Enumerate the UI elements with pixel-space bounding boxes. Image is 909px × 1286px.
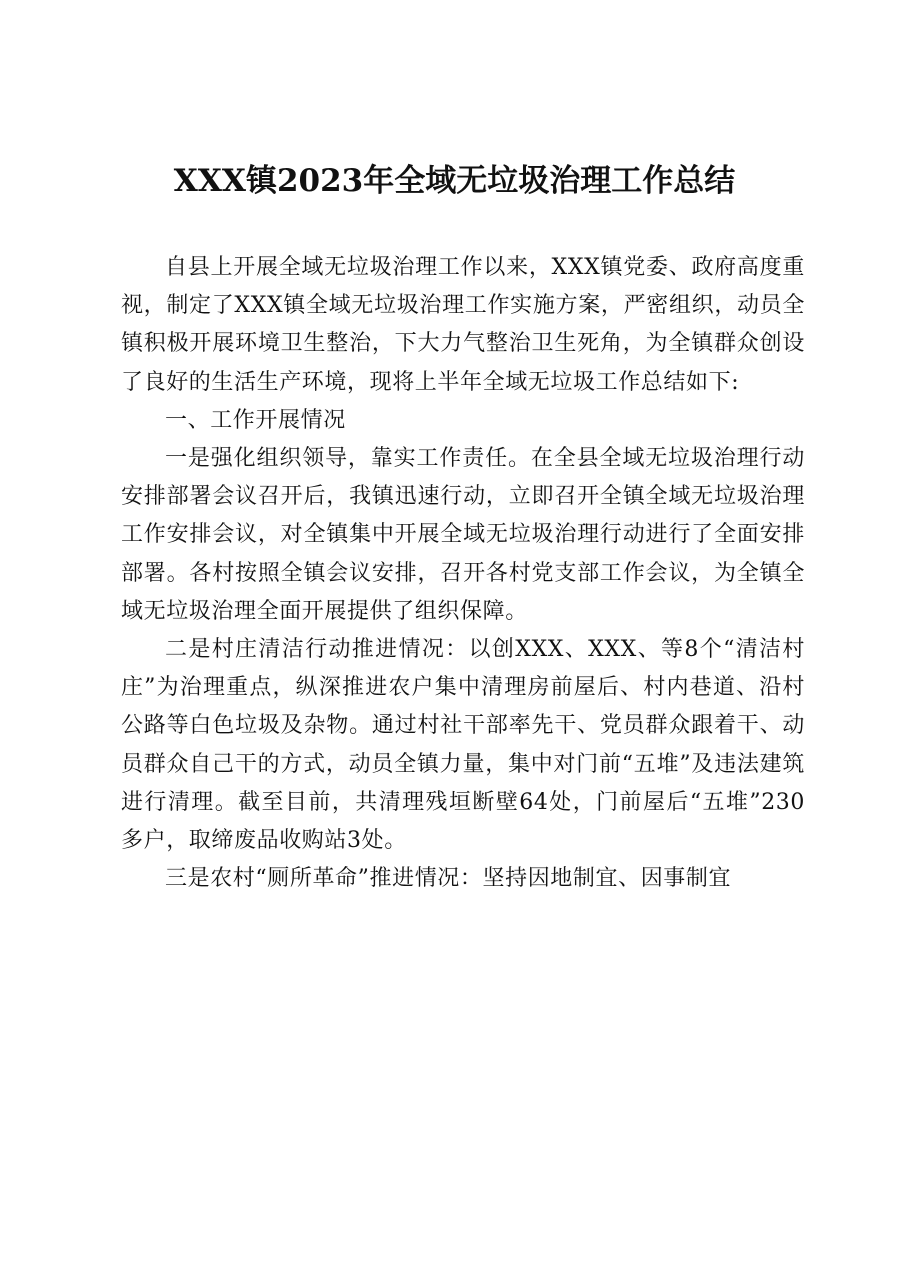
paragraph-village-cleaning: 二是村庄清洁行动推进情况：以创XXX、XXX、等8个“清洁村庄”为治理重点，纵深推进农户集中清理房前屋后、村内巷道、沿村公路等白色垃圾及杂物。通过村社干部率先干、党员群众跟着干、动员群众自己干的方式，动员全镇力量，集中对门前“五堆”及违法建筑进行清理。截至目前，共清理残垣断壁64处，门前屋后“五堆”230多户，取缔废品收购站3处。: [121, 637, 805, 854]
document-title: XXX镇2023年全域无垃圾治理工作总结: [173, 163, 736, 199]
document-body: [121, 249, 805, 898]
paragraph-organization: 一是强化组织领导，靠实工作责任。在全县全域无垃圾治理行动安排部署会议召开后，我镇迅速行动，立即召开全镇全域无垃圾治理工作安排会议，对全镇集中开展全域无垃圾治理行动进行了全面安排部署。各村按照全镇会议安排，召开各村党支部工作会议，为全镇全域无垃圾治理全面开展提供了组织保障。: [121, 446, 805, 624]
intro-paragraph: 自县上开展全域无垃圾治理工作以来，XXX镇党委、政府高度重视，制定了XXX镇全域无垃圾治理工作实施方案，严密组织，动员全镇积极开展环境卫生整治，下大力气整治卫生死角，为全镇群众创设了良好的生活生产环境，现将上半年全域无垃圾工作总结如下:: [121, 255, 805, 395]
paragraph-toilet-revolution: 三是农村“厕所革命”推进情况：坚持因地制宜、因事制宜: [165, 866, 732, 892]
section-heading: 一、工作开展情况: [165, 407, 346, 433]
